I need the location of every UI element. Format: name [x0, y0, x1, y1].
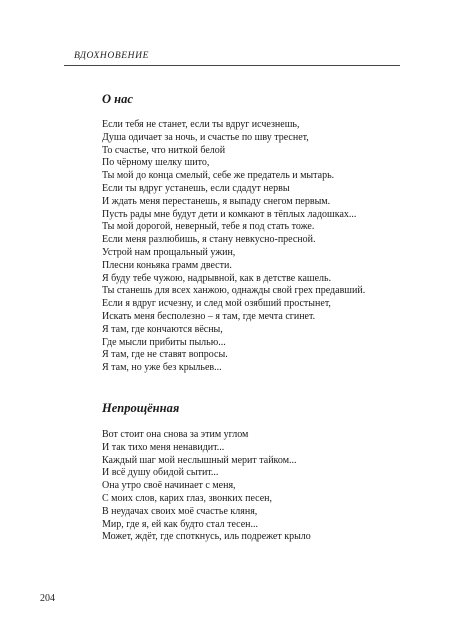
- poem-line: Каждый шаг мой неслышный мерит тайком...: [102, 454, 297, 466]
- poem-line: Если тебя не станет, если ты вдруг исчезнешь,: [102, 119, 300, 130]
- poem-line: И всё душу обидой сытит...: [102, 467, 219, 479]
- poem-line: Я буду тебе чужою, надрывной, как в детстве кашель.: [102, 272, 332, 284]
- poem-line: Я там, где кончаются вёсны,: [102, 323, 223, 335]
- poem-line: Искать меня бесполезно – я там, где мечта сгинет.: [102, 310, 316, 322]
- poem-lines: [102, 429, 432, 544]
- poem-line: Если ты вдруг устанешь, если сдадут нервы: [102, 182, 290, 194]
- poem-line: Мир, где я, ей как будто стал тесен...: [102, 518, 259, 530]
- poem-line: Душа одичает за ночь, и счастье по шву треснет,: [102, 131, 309, 143]
- poem-line: Ты мой до конца смелый, себе же предатель и мытарь.: [102, 170, 335, 182]
- poem-line: Ты мой дорогой, неверный, тебе я под стать тоже.: [102, 221, 315, 233]
- running-header: ВДОХНОВЕНИЕ: [74, 51, 149, 61]
- poem-line: Плесни коньяка грамм двести.: [102, 259, 232, 271]
- poem-line: Вот стоит она снова за этим углом: [102, 429, 249, 440]
- poem-line: Может, ждёт, где споткнусь, иль подрежет крыло: [102, 531, 311, 543]
- poem-line: Пусть рады мне будут дети и комкают в тёплых ладошках...: [102, 208, 357, 220]
- poem-line: Если я вдруг исчезну, и след мой озябший простынет,: [102, 298, 331, 310]
- poem-o-nas: [102, 92, 432, 375]
- poem-neproshchennaya: [102, 401, 432, 544]
- poem-line: Я там, где не ставят вопросы.: [102, 349, 228, 361]
- poem-line: Ты станешь для всех ханжою, однажды свой грех предавший.: [102, 285, 366, 297]
- poem-line: То счастье, что ниткой белой: [102, 144, 226, 156]
- poem-lines: [102, 119, 432, 375]
- poem-line: Если меня разлюбишь, я стану невкусно-пресной.: [102, 234, 316, 246]
- poem-line: По чёрному шелку шито,: [102, 157, 210, 169]
- poem-line: И так тихо меня ненавидит...: [102, 441, 225, 453]
- poem-line: Я там, но уже без крыльев...: [102, 362, 222, 374]
- poem-title: О нас: [102, 92, 133, 106]
- poem-line: С моих слов, карих глаз, звонких песен,: [102, 492, 273, 504]
- poem-line: В неудачах своих моё счастье кляня,: [102, 505, 258, 517]
- poem-title: Непрощённая: [102, 401, 180, 415]
- poem-line: Где мысли прибиты пылью...: [102, 336, 226, 348]
- poem-line: Она утро своё начинает с меня,: [102, 480, 236, 492]
- poem-line: Устрой нам прощальный ужин,: [102, 246, 236, 258]
- header-rule: [64, 65, 400, 66]
- page-number: 204: [40, 593, 55, 604]
- poem-line: И ждать меня перестанешь, я выпаду снегом первым.: [102, 195, 331, 207]
